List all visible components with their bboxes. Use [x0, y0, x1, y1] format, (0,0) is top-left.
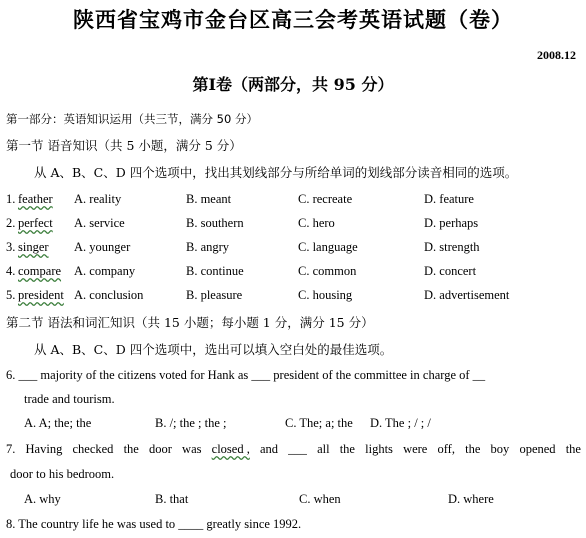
question-7-word: lights [365, 442, 393, 456]
question-7-word: the [465, 442, 481, 456]
option-b: B. pleasure [186, 288, 243, 302]
question-8-stem: 8. The country life he was used to ____ greatly since 1992. [6, 517, 302, 531]
question-7-word: door [148, 442, 172, 456]
option-a: A. younger [74, 240, 131, 254]
question-7-word: boy [490, 442, 510, 456]
exam-date: 2008.12 [537, 48, 576, 62]
question-7-word: the [123, 442, 139, 456]
option-b: B. southern [186, 216, 244, 230]
part-one-heading: 第一部分：英语知识运用（共三节，满分 50 分） [6, 112, 258, 126]
exam-title: 陕西省宝鸡市金台区高三会考英语试题（卷） [73, 7, 513, 32]
option-a: A. conclusion [74, 288, 144, 302]
question-7-option-a: A. why [24, 492, 61, 506]
question-7-word: off, [437, 442, 455, 456]
given-word: president [18, 288, 64, 302]
section-one-heading: 第一节 语音知识（共 5 小题，满分 5 分） [6, 138, 242, 153]
question-6-option-b: B. /; the ; the ; [155, 416, 227, 430]
question-7-word: Having [25, 442, 63, 456]
option-d: D. strength [424, 240, 480, 254]
option-c: C. housing [298, 288, 353, 302]
question-7-option-d: D. where [448, 492, 494, 506]
question-number: 4. [6, 264, 16, 278]
option-b: B. continue [186, 264, 244, 278]
question-7-word: the [565, 442, 581, 456]
question-7-word: the [339, 442, 355, 456]
question-number: 5. [6, 288, 16, 302]
question-7-option-b: B. that [155, 492, 189, 506]
volume-heading: 第I卷（两部分，共 95 分） [192, 75, 394, 94]
question-6-stem: 6. ___ majority of the citizens voted for Hank as ___ president of the committee in charge of __ [6, 368, 486, 382]
question-7-word: closed , [211, 442, 250, 456]
given-word: singer [18, 240, 49, 254]
given-word: perfect [18, 216, 53, 230]
given-word: compare [18, 264, 62, 278]
option-d: D. perhaps [424, 216, 479, 230]
option-d: D. concert [424, 264, 477, 278]
question-number: 3. [6, 240, 16, 254]
question-7-word: and [259, 442, 279, 456]
question-7-word: checked [72, 442, 114, 456]
option-c: C. common [298, 264, 357, 278]
option-d: D. feature [424, 192, 474, 206]
option-d: D. advertisement [424, 288, 510, 302]
option-c: C. recreate [298, 192, 353, 206]
question-7-word: opened [519, 442, 556, 456]
option-c: C. language [298, 240, 358, 254]
option-c: C. hero [298, 216, 335, 230]
question-6-stem-cont: trade and tourism. [24, 392, 115, 406]
question-7-word: were [403, 442, 428, 456]
section-one-instruction: 从 A、B、C、D 四个选项中，找出其划线部分与所给单词的划线部分读音相同的选项。 [34, 165, 518, 180]
option-a: A. reality [74, 192, 122, 206]
section-two-instruction: 从 A、B、C、D 四个选项中，选出可以填入空白处的最佳选项。 [34, 342, 393, 357]
option-a: A. company [74, 264, 136, 278]
question-number: 2. [6, 216, 16, 230]
question-7-word: 7. [6, 442, 16, 456]
question-number: 1. [6, 192, 16, 206]
question-7-word: ___ [288, 442, 307, 456]
option-b: B. meant [186, 192, 232, 206]
option-a: A. service [74, 216, 125, 230]
question-6-option-d: D. The ; / ; / [370, 416, 431, 430]
question-6-option-a: A. A; the; the [24, 416, 92, 430]
question-7-word: was [182, 442, 202, 456]
question-7-word: all [317, 442, 330, 456]
question-7-option-c: C. when [299, 492, 341, 506]
section-two-heading: 第二节 语法和词汇知识（共 15 小题；每小题 1 分，满分 15 分） [6, 315, 374, 330]
question-7-stem [6, 442, 581, 457]
given-word: feather [18, 192, 53, 206]
option-b: B. angry [186, 240, 230, 254]
question-7-stem-cont: door to his bedroom. [10, 467, 115, 481]
question-6-option-c: C. The; a; the [285, 416, 353, 430]
